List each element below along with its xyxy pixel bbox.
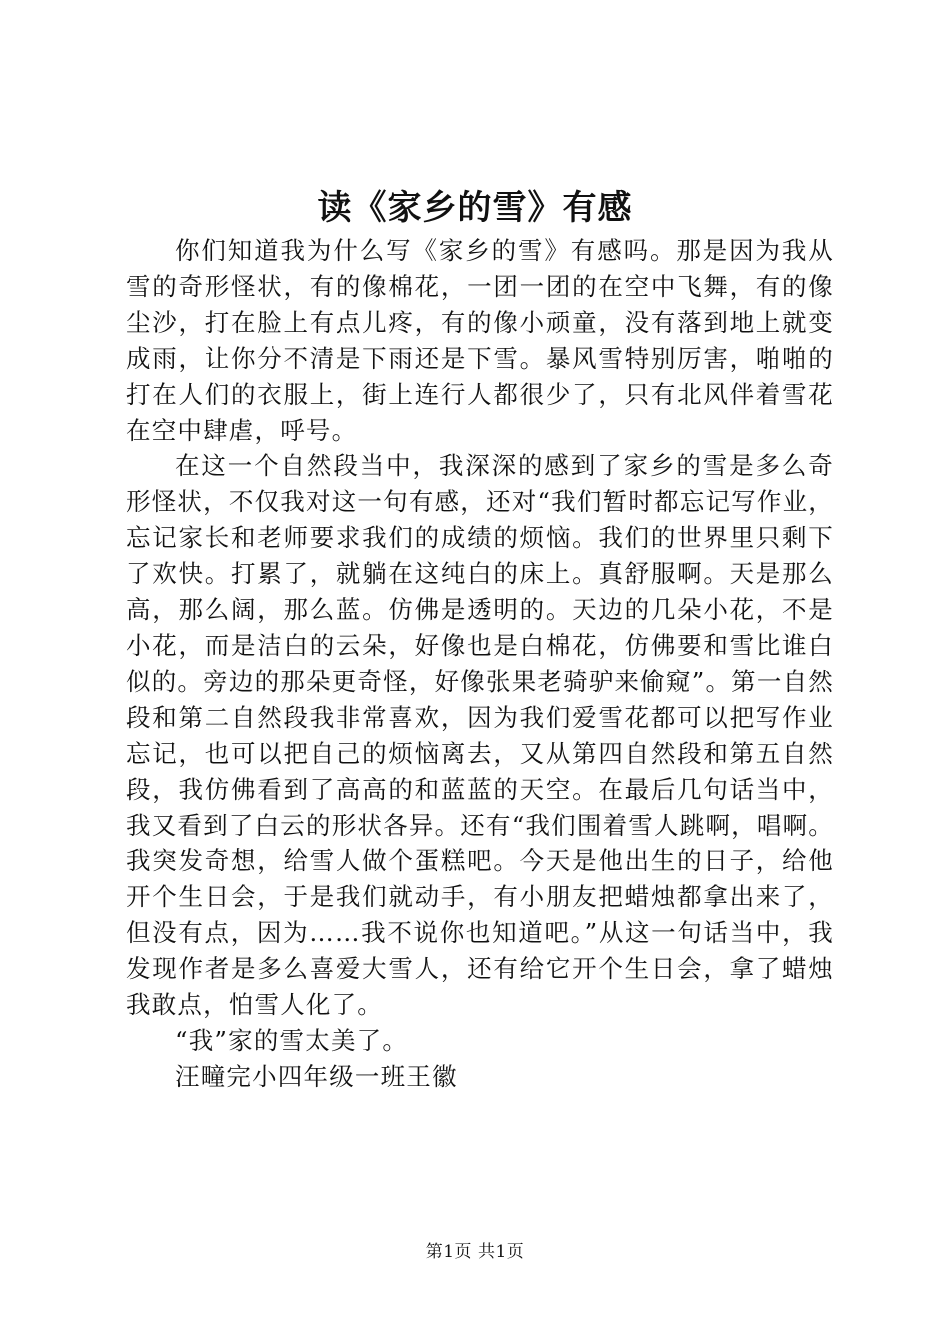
paragraph-2: 在这一个自然段当中，我深深的感到了家乡的雪是多么奇形怪状，不仅我对这一句有感，还对“我们暂时都忘记写作业，忘记家长和老师要求我们的成绩的烦恼。我们的世界里只剩下了欢快。打累了，就躺在这纯白的床上。真舒服啊。天是那么高，那么阔，那么蓝。仿佛是透明的。天边的几朵小花，不是小花，而是洁白的云朵，好像也是白棉花，仿佛要和雪比谁白似的。旁边的那朵更奇怪，好像张果老骑驴来偷窥”。第一自然段和第二自然段我非常喜欢，因为我们爱雪花都可以把写作业忘记，也可以把自己的烦恼离去，又从第四自然段和第五自然段，我仿佛看到了高高的和蓝蓝的天空。在最后几句话当中，我又看到了白云的形状各异。还有“我们围着雪人跳啊，唱啊。我突发奇想，给雪人做个蛋糕吧。今天是他出生的日子，给他开个生日会，于是我们就动手，有小朋友把蜡烛都拿出来了，但没有点，因为……我不说你也知道吧。”从这一句话当中，我发现作者是多么喜爱大雪人，还有给它开个生日会，拿了蜡烛我敢点，怕雪人化了。 — [126, 451, 834, 1020]
document-title: 读《家乡的雪》有感 — [317, 188, 633, 228]
paragraph-1: 你们知道我为什么写《家乡的雪》有感吗。那是因为我从雪的奇形怪状，有的像棉花，一团一团的在空中飞舞，有的像尘沙，打在脸上有点儿疼，有的像小顽童，没有落到地上就变成雨，让你分不清是下雨还是下雪。暴风雪特别厉害，啪啪的打在人们的衣服上，街上连行人都很少了，只有北风伴着雪花在空中肆虐，呼号。 — [126, 236, 834, 445]
document-body — [126, 233, 834, 1095]
author-line: 汪疃完小四年级一班王徽 — [175, 1061, 458, 1091]
page-footer: 第1页 共1页 — [425, 1242, 525, 1262]
paragraph-3: “我”家的雪太美了。 — [175, 1025, 409, 1055]
